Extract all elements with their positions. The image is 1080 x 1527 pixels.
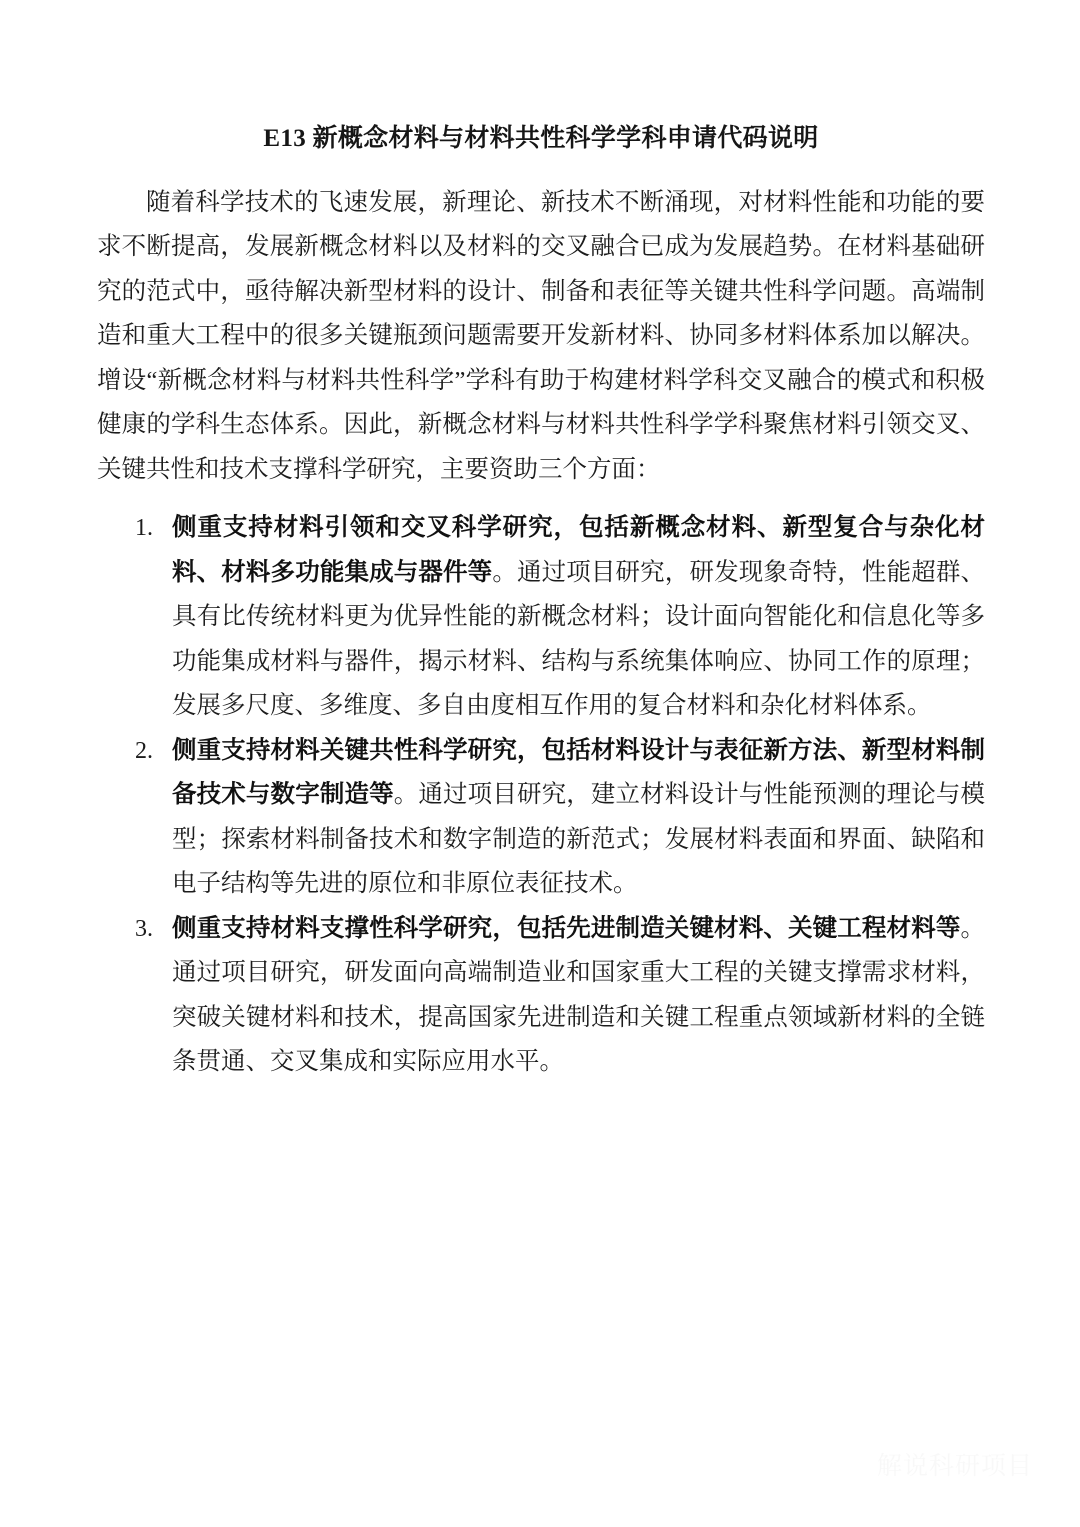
list-item: [97, 729, 985, 907]
document-content: [97, 0, 985, 1085]
list-item-marker: 2.: [135, 737, 153, 764]
list-item-marker: 1.: [135, 515, 153, 542]
list-item-body: 。通过项目研究，研发现象奇特，性能超群、具有比传统材料更为优异性能的新概念材料；设计面向智能化和信息化等多功能集成材料与器件，揭示材料、结构与系统集体响应、协同工作的原理；发展多尺度、多维度、多自由度相互作用的复合材料和杂化材料体系。: [172, 558, 985, 720]
numbered-list: [97, 492, 985, 1085]
list-item: [97, 506, 985, 729]
list-item-marker: 3.: [135, 915, 153, 942]
list-item: [97, 907, 985, 1085]
list-item-body: 。通过项目研究，研发面向高端制造业和国家重大工程的关键支撑需求材料，突破关键材料和技术，提高国家先进制造和关键工程重点领域新材料的全链条贯通、交叉集成和实际应用水平。: [172, 914, 985, 1076]
page-title: E13 新概念材料与材料共性科学学科申请代码说明: [263, 125, 819, 152]
wechat-icon: [828, 1448, 868, 1482]
watermark: [828, 1448, 1033, 1482]
list-item-lead: 侧重支持材料引领和交叉科学研究，包括新概念材料、新型复合与杂化材料、材料多功能集成与器件等: [172, 514, 985, 586]
watermark-label: 解说科研项目: [877, 1450, 1034, 1480]
intro-paragraph: 随着科学技术的飞速发展，新理论、新技术不断涌现，对材料性能和功能的要求不断提高，发展新概念材料以及材料的交叉融合已成为发展趋势。在材料基础研究的范式中，亟待解决新型材料的设计、制备和表征等关键共性科学问题。高端制造和重大工程中的很多关键瓶颈问题需要开发新材料、协同多材料体系加以解决。增设“新概念材料与材料共性科学”学科有助于构建材料学科交叉融合的模式和积极健康的学科生态体系。因此，新概念材料与材料共性科学学科聚焦材料引领交叉、关键共性和技术支撑科学研究，主要资助三个方面：: [97, 188, 985, 483]
list-item-lead: 侧重支持材料关键共性科学研究，包括材料设计与表征新方法、新型材料制备技术与数字制造等: [172, 736, 985, 809]
list-item-body: 。通过项目研究，建立材料设计与性能预测的理论与模型；探索材料制备技术和数字制造的新范式；发展材料表面和界面、缺陷和电子结构等先进的原位和非原位表征技术。: [172, 781, 985, 898]
list-item-lead: 侧重支持材料支撑性科学研究，包括先进制造关键材料、关键工程材料等: [172, 914, 961, 942]
